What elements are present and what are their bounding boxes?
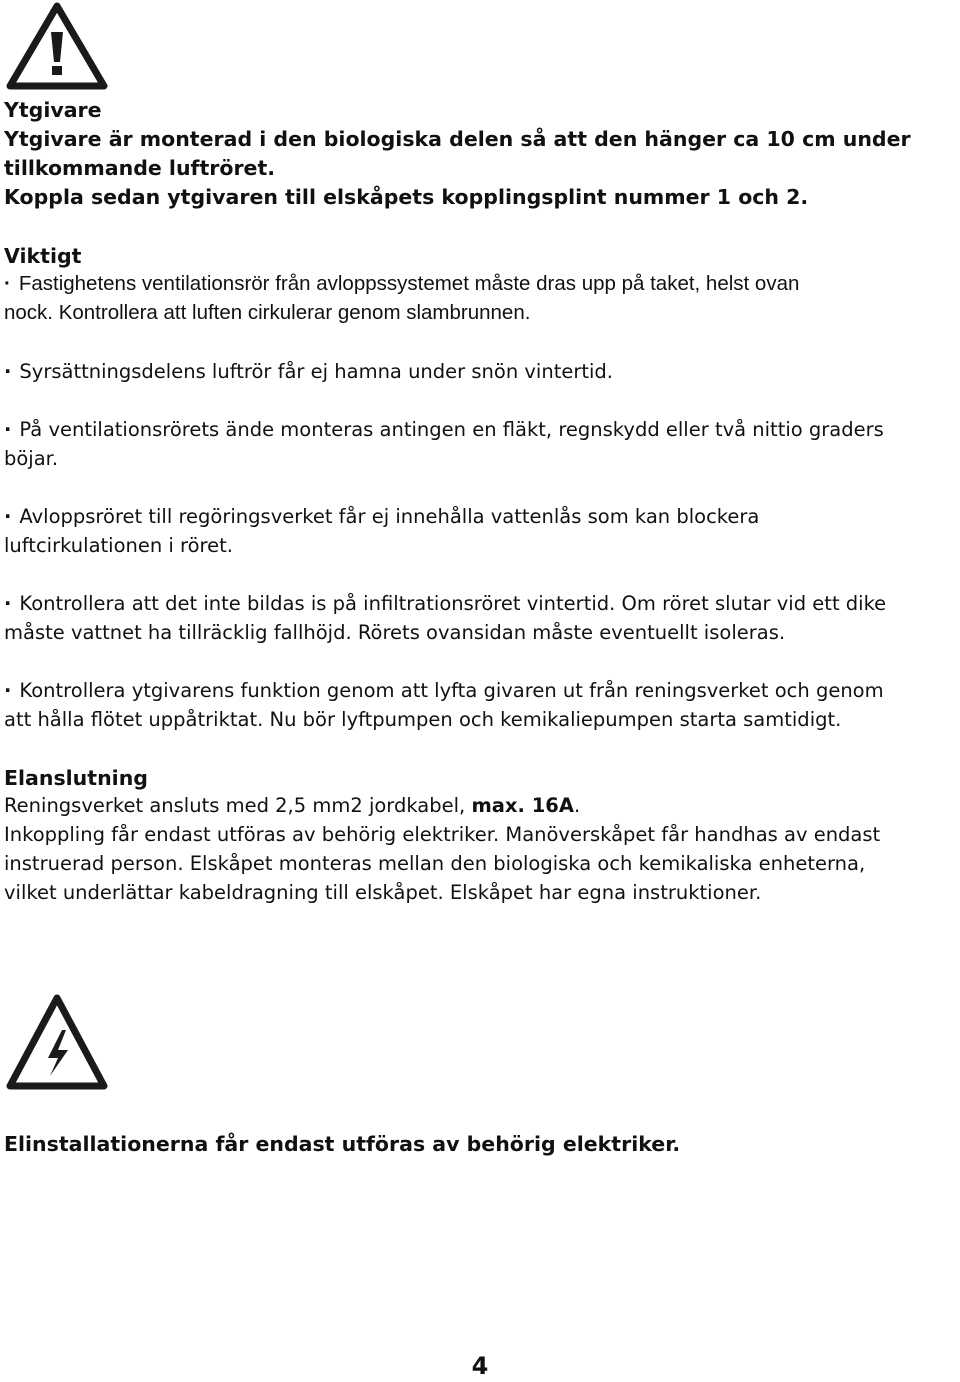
warning-triangle-icon [6,2,108,90]
electrical-text-line: Inkoppling får endast utföras av behörig elektriker. Manöverskåpet får handhas av endast [4,823,881,846]
bullet-glyph: · [4,505,12,528]
electrical-text-line: instruerad person. Elskåpet monteras mellan den biologiska och kemikaliska enheterna, [4,852,866,875]
sensor-text-line: Ytgivare är monterad i den biologiska delen så att den hänger ca 10 cm under [4,127,911,151]
bullet-item-continuation: nock. Kontrollera att luften cirkulerar genom slambrunnen. [4,301,531,324]
bullet-item-continuation: att hålla flötet uppåtriktat. Nu bör lyftpumpen och kemikaliepumpen starta samtidigt. [4,708,842,731]
electrical-text-line: vilket underlättar kabeldragning till elskåpet. Elskåpet har egna instruktioner. [4,881,762,904]
important-heading: Viktigt [4,244,82,268]
sensor-text-line: tillkommande luftröret. [4,156,276,180]
bullet-item-continuation: böjar. [4,447,59,470]
bullet-item-continuation: måste vattnet ha tillräcklig fallhöjd. Rörets ovansidan måste eventuellt isoleras. [4,621,786,644]
page-number: 4 [471,1352,489,1380]
bullet-item: · Syrsättningsdelens luftrör får ej hamna under snön vintertid. [4,360,614,383]
electrical-heading: Elanslutning [4,766,148,790]
sensor-text-line: Koppla sedan ytgivaren till elskåpets kopplingsplint nummer 1 och 2. [4,185,809,209]
bullet-item: · Kontrollera ytgivarens funktion genom att lyfta givaren ut från reningsverket och genom [4,679,884,702]
electrical-notice: Elinstallationerna får endast utföras av behörig elektriker. [4,1132,681,1156]
bullet-item: · Avloppsröret till regöringsverket får ej innehålla vattenlås som kan blockera [4,505,760,528]
bullet-glyph: · [4,360,12,383]
bullet-item: · Fastighetens ventilationsrör från avloppssystemet måste dras upp på taket, helst ovan [4,272,800,295]
max-current: max. 16A [471,794,574,817]
bullet-item: · Kontrollera att det inte bildas is på infiltrationsröret vintertid. Om röret slutar vid ett dike [4,592,887,615]
sensor-heading: Ytgivare [4,98,102,122]
bullet-glyph: · [4,272,11,295]
bullet-glyph: · [4,679,12,702]
bullet-item-continuation: luftcirkulationen i röret. [4,534,233,557]
bullet-item: · På ventilationsrörets ände monteras antingen en fläkt, regnskydd eller två nittio graders [4,418,884,441]
bullet-glyph: · [4,592,12,615]
electrical-text-line: Reningsverket ansluts med 2,5 mm2 jordkabel, max. 16A. [4,794,581,817]
bullet-glyph: · [4,418,12,441]
electrical-hazard-icon [6,994,108,1092]
